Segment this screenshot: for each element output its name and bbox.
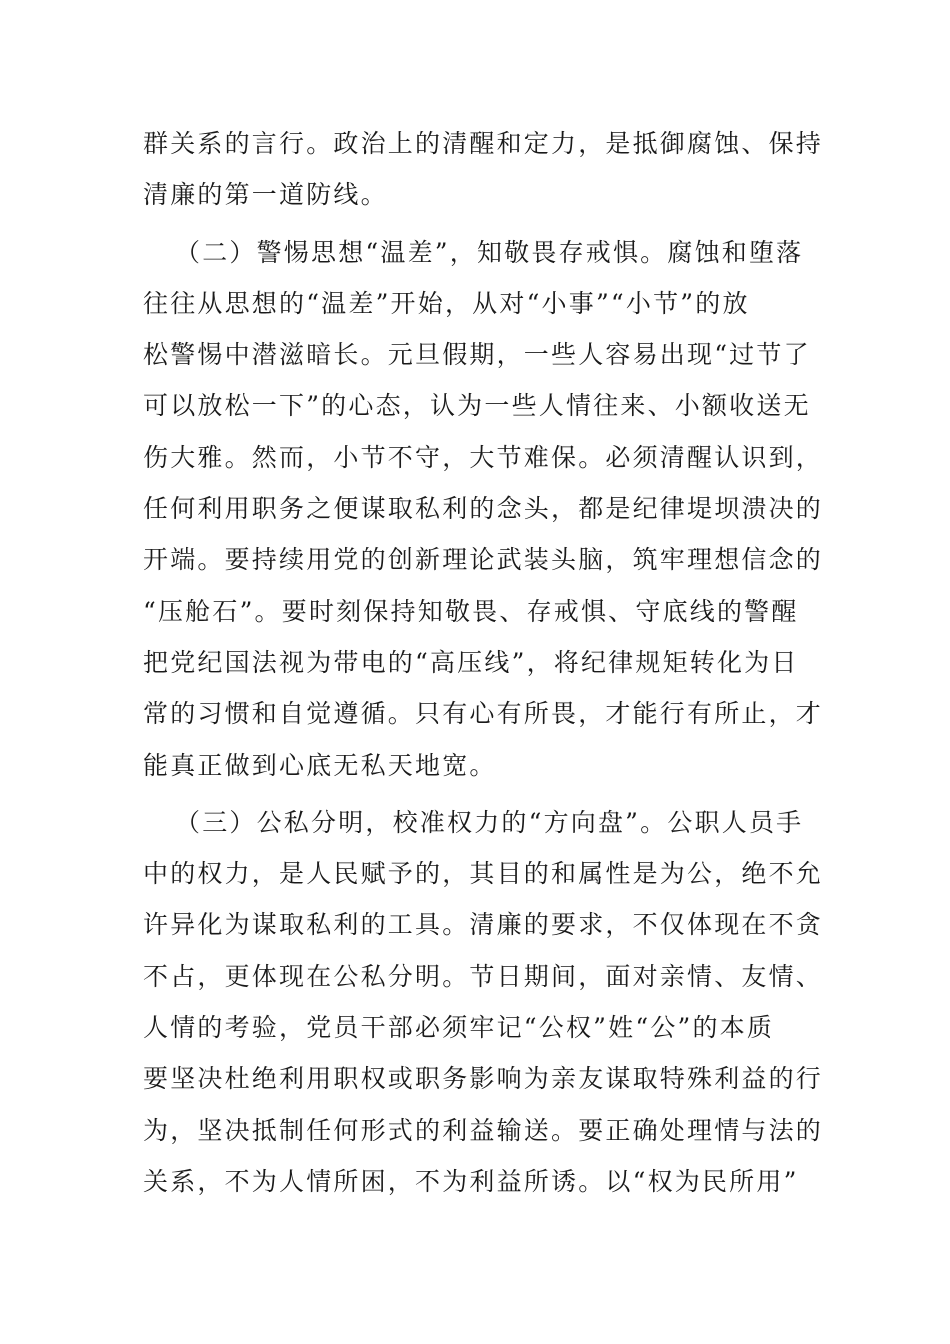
text-line: 中的权力，是人民赋予的，其目的和属性是为公，绝不允 bbox=[143, 859, 824, 889]
text-line: 可以放松一下”的心态，认为一些人情往来、小额收送无 bbox=[143, 391, 811, 421]
text-line: 开端。要持续用党的创新理论武装头脑，筑牢理想信念的 bbox=[143, 545, 824, 575]
text-line: 清廉的第一道防线。 bbox=[143, 180, 388, 210]
text-line: 许异化为谋取私利的工具。清廉的要求，不仅体现在不贪 bbox=[143, 910, 824, 940]
text-line: 人情的考验，党员干部必须牢记“公权”姓“公”的本质 bbox=[143, 1013, 775, 1043]
text-line: 把党纪国法视为带电的“高压线”，将纪律规矩转化为日 bbox=[143, 647, 799, 677]
text-line: 伤大雅。然而，小节不守，大节难保。必须清醒认识到， bbox=[143, 442, 824, 472]
text-line: 往往从思想的“温差”开始，从对“小事”“小节”的放 bbox=[143, 288, 750, 318]
text-line: 要坚决杜绝利用职权或职务影响为亲友谋取特殊利益的行 bbox=[143, 1064, 824, 1094]
text-line: 群关系的言行。政治上的清醒和定力，是抵御腐蚀、保持 bbox=[143, 129, 824, 158]
text-line: 松警惕中潜滋暗长。元旦假期，一些人容易出现“过节了 bbox=[143, 340, 811, 370]
paragraph-1 bbox=[143, 118, 823, 221]
text-line-heading: （三）公私分明，校准权力的“方向盘”。公职人员手 bbox=[175, 807, 804, 837]
text-line: 常的习惯和自觉遵循。只有心有所畏，才能行有所止，才 bbox=[143, 699, 824, 729]
text-line: 能真正做到心底无私天地宽。 bbox=[143, 750, 497, 780]
paragraph-2 bbox=[143, 227, 823, 791]
text-line-heading: （二）警惕思想“温差”，知敬畏存戒惧。腐蚀和堕落 bbox=[175, 237, 804, 267]
paragraph-3 bbox=[143, 797, 823, 1207]
text-line: “压舱石”。要时刻保持知敬畏、存戒惧、守底线的警醒 bbox=[143, 596, 799, 626]
text-line: 为，坚决抵制任何形式的利益输送。要正确处理情与法的 bbox=[143, 1115, 824, 1145]
text-line: 任何利用职务之便谋取私利的念头，都是纪律堤坝溃决的 bbox=[143, 494, 824, 524]
document-body bbox=[143, 118, 823, 1207]
text-line: 不占，更体现在公私分明。节日期间，面对亲情、友情、 bbox=[143, 961, 824, 991]
text-line: 关系，不为人情所困，不为利益所诱。以“权为民所用” bbox=[143, 1166, 799, 1196]
